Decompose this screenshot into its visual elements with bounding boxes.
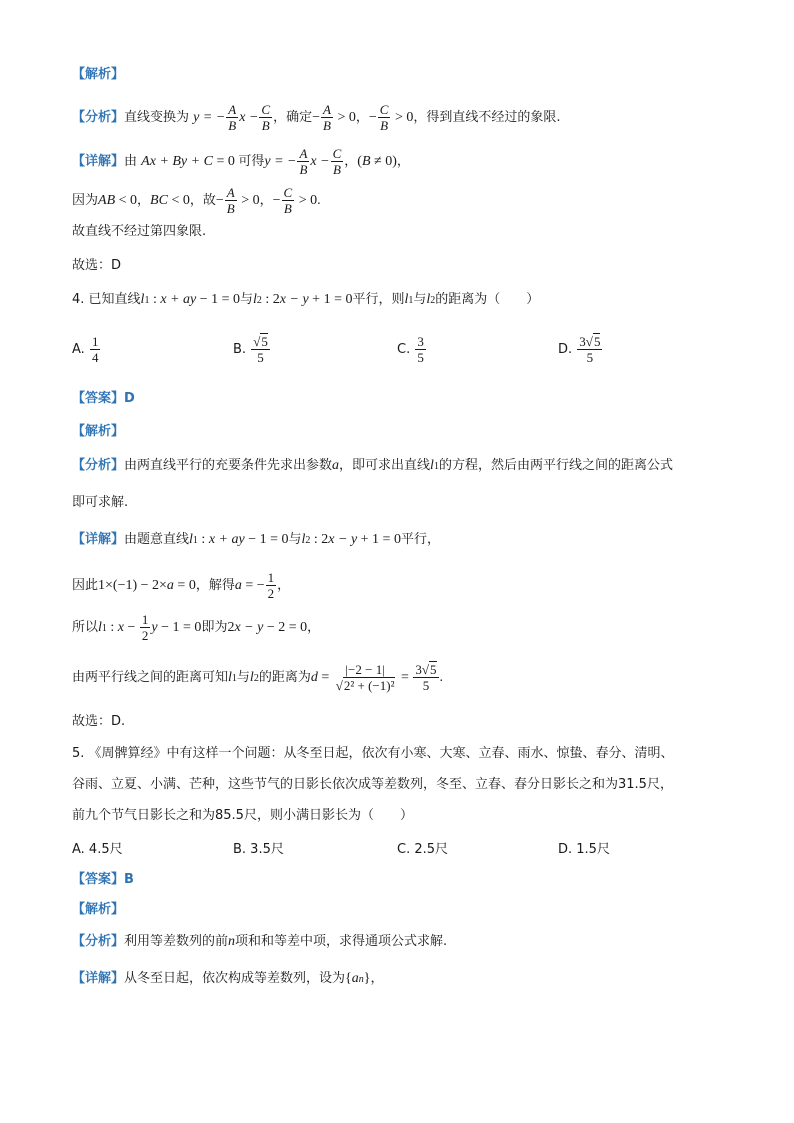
- fraction: $\frac{3}{5}$: [417, 334, 424, 365]
- q3-fenxi-text-3: ，: [355, 110, 369, 125]
- q4-suoyi-line: 所以l1 : x − $\frac{1}{2}$ y − 1 = 0即为2x − y − 2 = 0，: [72, 612, 321, 643]
- q4-stem-text-3: 平行，则: [352, 292, 405, 307]
- q4-xiangjie-text-2: 与: [288, 532, 302, 547]
- q4-option-d: [558, 334, 603, 365]
- q3-xiangjie-text-2: 可得: [238, 154, 265, 169]
- q4-xiangjie-tag: 【详解】: [72, 532, 125, 547]
- q4-dist-text-3: 的距离为: [258, 670, 311, 685]
- q4-suoyi-text-1: 所以: [72, 620, 99, 635]
- fraction: $\frac{A}{B}$: [228, 102, 237, 133]
- q4-choice: 故选：D.: [72, 714, 126, 729]
- q5-stem-line-2: 谷雨、立夏、小满、芒种，这些节气的日影长依次成等差数列，冬至、立春、春分日影长之和为31.5尺，: [72, 777, 673, 792]
- fraction: $\frac{3√5}{5}$: [415, 662, 437, 693]
- q5-xiangjie-text-2: ，: [370, 971, 384, 986]
- formula: l: [140, 292, 145, 307]
- q4-fenxi-line: 【分析】由两直线平行的充要条件先求出参数a，即可求出直线l1的方程，然后由两平行线之间的距离公式: [72, 458, 673, 473]
- q4-yinci-text-2: ，解得: [195, 578, 235, 593]
- q3-yinwei-text-1: 因为: [72, 193, 99, 208]
- q5-xiangjie-line: 【详解】从冬至日起，依次构成等差数列，设为{an}，: [72, 971, 384, 986]
- q3-xiangjie-text-4: ，: [396, 154, 410, 169]
- q3-yinwei-text-2: ，: [137, 193, 151, 208]
- option-label: A.: [72, 342, 85, 357]
- q4-fenxi-text-3: 的方程，然后由两平行线之间的距离公式: [438, 458, 673, 473]
- fraction: $\frac{C}{B}$: [261, 102, 271, 133]
- fraction: $\frac{|-2 - 1|}{\text{√2² + (−1)²}}$: [335, 662, 395, 693]
- q3-conclusion: 故直线不经过第四象限.: [72, 224, 207, 239]
- q4-yinci-line: 因此1×(−1) − 2×a = 0，解得a = − $\frac{1}{2}$ ，: [72, 570, 291, 601]
- q5-fenxi-tag: 【分析】: [72, 934, 125, 949]
- q3-xiangjie-line: 【详解】由 Ax + By + C = 0 可得y = − $\frac{A}{B}$ x − $\frac{C}{B}$ ，(B ≠ 0)，: [72, 146, 410, 177]
- fraction: $\frac{A}{B}$: [323, 102, 331, 133]
- q4-option-a: [72, 334, 101, 365]
- q4-stem-text-4: 与: [413, 292, 427, 307]
- q5-xiangjie-tag: 【详解】: [72, 971, 125, 986]
- q5-fenxi-line: 【分析】利用等差数列的前n项和和等差中项，求得通项公式求解.: [72, 934, 448, 949]
- q4-stem-text-2: 与: [240, 292, 254, 307]
- q4-stem-text-5: 的距离为（ ）: [435, 292, 540, 307]
- formula: Ax + By + C: [141, 154, 213, 169]
- q4-option-c: [397, 334, 427, 365]
- q4-fenxi-text-1: 由两直线平行的充要条件先求出参数: [124, 458, 333, 473]
- fraction: $\frac{A}{B}$: [226, 185, 235, 216]
- option-label: C.: [397, 342, 411, 357]
- q4-dist-text-2: 与: [236, 670, 250, 685]
- q3-fenxi-text-1: 直线变换为: [124, 110, 190, 125]
- q3-xiangjie-text-3: ，: [344, 154, 358, 169]
- q5-fenxi-text-1: 利用等差数列的前: [124, 934, 229, 949]
- fraction: $\frac{C}{B}$: [379, 102, 389, 133]
- q4-xiangjie-text-1: 由题意直线: [124, 532, 190, 547]
- fraction: $\frac{1}{2}$: [267, 570, 275, 601]
- option-label: B.: [233, 342, 247, 357]
- q4-yinci-text-3: ，: [277, 578, 291, 593]
- q4-fenxi-text-2: ，即可求出直线: [339, 458, 431, 473]
- q4-dist-text-1: 由两平行线之间的距离可知: [72, 670, 229, 685]
- q3-fenxi-line: 【分析】直线变换为 y = − $\frac{A}{B}$ x − $\frac{C}{B}$ ，确定− $\frac{A}{B}$ > 0，− $\frac{C}{B}$ > 0，得到直线不经过的象限.: [72, 102, 561, 133]
- fraction: $\frac{A}{B}$: [299, 146, 308, 177]
- q5-stem-line-3: 前九个节气日影长之和为85.5尺，则小满日影长为（ ）: [72, 808, 413, 823]
- q3-yinwei-line: 因为AB < 0，BC < 0，故− $\frac{A}{B}$ > 0，− $\frac{C}{B}$ > 0.: [72, 185, 321, 216]
- q5-option-b: B. 3.5尺: [233, 842, 284, 857]
- q4-dist-line: 由两平行线之间的距离可知l1与l2的距离为d = $\frac{|-2 - 1|}{\text{√2² + (−1)²}}$ = $\frac{3√5}{5}$ .: [72, 662, 444, 693]
- q5-option-a: A. 4.5尺: [72, 842, 123, 857]
- q4-option-b: [233, 334, 271, 365]
- q3-fenxi-text-4: ，得到直线不经过的象限.: [413, 110, 561, 125]
- q3-yinwei-text-4: ，: [259, 193, 273, 208]
- q4-xiangjie-line: 【详解】由题意直线l1 : x + ay − 1 = 0与l2 : 2x − y + 1 = 0平行，: [72, 532, 440, 547]
- q4-answer: 【答案】D: [72, 391, 135, 406]
- q4-stem-text-1: 4. 已知直线: [72, 292, 141, 307]
- q3-xiangjie-text-1: 由: [124, 154, 138, 169]
- q3-xiangjie-tag: 【详解】: [72, 154, 125, 169]
- q4-fenxi-tag: 【分析】: [72, 458, 125, 473]
- q3-choice: 故选：D: [72, 258, 122, 273]
- q5-jiexi-heading: 【解析】: [72, 902, 125, 917]
- q4-xiangjie-text-3: 平行，: [400, 532, 440, 547]
- q5-option-c: C. 2.5尺: [397, 842, 449, 857]
- q4-suoyi-text-2: 即为: [201, 620, 228, 635]
- fraction: $\frac{3√5}{5}$: [579, 334, 601, 365]
- q3-fenxi-tag: 【分析】: [72, 110, 125, 125]
- q5-stem-line-1: 5. 《周髀算经》中有这样一个问题：从冬至日起，依次有小寒、大寒、立春、雨水、惊蛰、春分、清明、: [72, 746, 674, 761]
- q3-yinwei-text-3: ，故: [189, 193, 216, 208]
- q4-yinci-text-1: 因此: [72, 578, 99, 593]
- fraction: $\frac{C}{B}$: [283, 185, 293, 216]
- q4-stem: 4. 已知直线l1 : x + ay − 1 = 0与l2 : 2x − y + 1 = 0平行，则l1与l2的距离为（ ）: [72, 292, 540, 307]
- fraction: $\frac{1}{2}$: [141, 612, 149, 643]
- q5-answer: 【答案】B: [72, 872, 134, 887]
- q3-fenxi-text-2: ，确定: [273, 110, 313, 125]
- q5-option-d: D. 1.5尺: [558, 842, 610, 857]
- fraction: $\frac{√5}{5}$: [253, 334, 268, 365]
- fraction: $\frac{1}{4}$: [91, 334, 99, 365]
- formula: y = −: [193, 110, 226, 125]
- q4-fenxi-line-2: 即可求解.: [72, 495, 129, 510]
- q4-jiexi-heading: 【解析】: [72, 424, 125, 439]
- q4-suoyi-text-3: ，: [307, 620, 321, 635]
- option-label: D.: [558, 342, 573, 357]
- fraction: $\frac{C}{B}$: [332, 146, 342, 177]
- q5-fenxi-text-2: 项和和等差中项，求得通项公式求解.: [235, 934, 448, 949]
- q3-jiexi-heading: 【解析】: [72, 67, 125, 82]
- q5-xiangjie-text-1: 从冬至日起，依次构成等差数列，设为: [124, 971, 346, 986]
